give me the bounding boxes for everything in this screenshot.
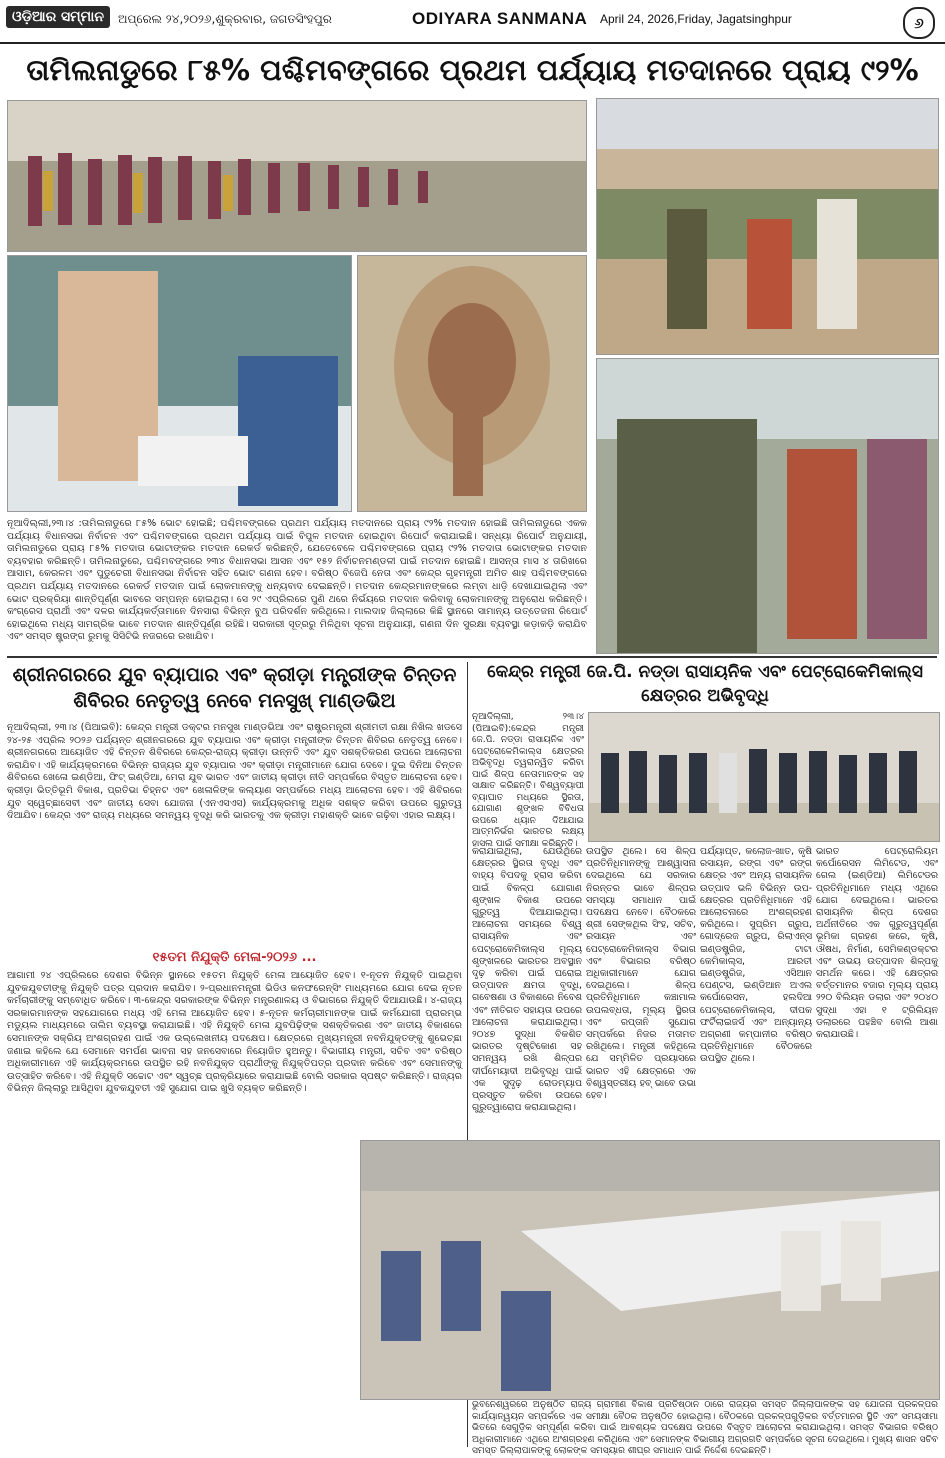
voters-queue-image [8,101,586,251]
inked-finger-voter-image [358,256,586,511]
polling-booth-photo [7,255,352,512]
odia-date: ଅପ୍ରେଲ ୨୪,୨୦୨୬,ଶୁକ୍ରବାର, ଜଗତସିଂହପୁର [118,12,332,26]
soldier-helping-voter-image [597,99,938,354]
polling-booth-image [8,256,351,511]
right-col-3: ପର୍ଯ୍ୟାପ୍ତ, କଲୋଜ-ଖାତ, କୃଷି ରସାୟନ, ରଙ୍ଗ ଏବଂ ରଙ୍ଗ କ୍ଷେତ୍ର ଏବଂ ଅନ୍ୟ ରାସାୟନିକ ଉତ୍ପାଦ ଭଳି ବିଭିନ୍ନ ଉପ-କ୍ଷେତ୍ରର ପ୍ରତିନିଧିମାନେ ଏହି ଆଲୋଚନାରେ ଅଂଶଗ୍ରହଣ କରିଥିଲେ। ସୁପ୍ରିମ ଗ୍ରୁପ, ଗୋଦ୍ରେଜ ଗ୍ରୁପ, ରିଲାଏନ୍ସ ଇଣ୍ଡଷ୍ଟ୍ରିଜ, ଟାଟା କେମିକାଲ୍ସ, ଆରତୀ ଇଣ୍ଡଷ୍ଟ୍ରିଜ, ଏସିଆନ ପେଣ୍ଟସ, ଇଣ୍ଡିଆନ ଅଏଲ କର୍ପୋରେସନ, ହଲଦିଆ ପେଟ୍ରୋକେମିକାଲ୍ସ, ଦୀପକ ଫର୍ଟିଲାଇଜର୍ସ ଏବଂ ଅନ୍ୟାନ୍ୟ ଅଗ୍ରଣୀ କମ୍ପାନୀର ବରିଷ୍ଠ ପ୍ରତିନିଧିମାନେ ବୈଠକରେ ଉପସ୍ଥିତ ଥିଲେ। [700,846,812,1065]
divider-line [7,656,937,658]
review-meeting-photo [360,1140,940,1400]
review-meeting-image [361,1141,939,1399]
left-subheadline: ୧୫ତମ ନିଯୁକ୍ତି ମେଳା-୨୦୨୬ ... [152,950,317,965]
left-story-headline: ଶ୍ରୀନଗରରେ ଯୁବ ବ୍ୟାପାର ଏବଂ କ୍ରୀଡ଼ା ମନ୍ତ୍ରୀଙ୍କ ଚିନ୍ତନ ଶିବିରର ନେତୃତ୍ୱ ନେବେ ମନସୁଖ୍ ମାଣ୍ଡଭିଅ [12,664,457,712]
soldier-directing-voters-image [597,359,938,653]
review-meeting-caption: ଭୁବନେଶ୍ୱରରେ ଅନୁଷ୍ଠିତ ରାଜ୍ୟ ଗ୍ରାମୀଣ ବିକାଶ ପ୍ରତିଷ୍ଠାନ ଠାରେ ରାଜ୍ୟର ସମସ୍ତ ଜିଲ୍ଲାପାଳଙ୍କ ସହ ଯୋଜନା ପ୍ରକଳ୍ପର କାର୍ଯ୍ୟାନ୍ୱୟନ ସମ୍ପର୍କରେ ଏକ ସମୀକ୍ଷା ବୈଠକ ଅନୁଷ୍ଠିତ ହୋଇଥିଲା। ବୈଠକରେ ପ୍ରକଳ୍ପଗୁଡ଼ିକର ବର୍ତ୍ତମାନର ସ୍ଥିତି ଏବଂ ସମୟସୀମା ଭିତରେ ସେଗୁଡ଼ିକ ସମ୍ପୂର୍ଣ୍ଣ କରିବା ପାଇଁ ଆବଶ୍ୟକ ପଦକ୍ଷେପ ଉପରେ ବିସ୍ତୃତ ଆଲୋଚନା କରାଯାଇଥିଲା। ସମସ୍ତ ବିଭାଗର ବରିଷ୍ଠ ଅଧିକାରୀମାନେ ଏଥିରେ ଅଂଶଗ୍ରହଣ କରିଥିଲେ ଏବଂ ସେମାନଙ୍କ ବିଭାଗୀୟ ଅଗ୍ରଗତି ସମ୍ପର୍କରେ ସୂଚନା ଦେଇଥିଲେ। ମୁଖ୍ୟ ଶାସନ ସଚିବ ସମସ୍ତ ଜିଲ୍ଲାପାଳଙ୍କୁ ଲୋକଙ୍କ ସମସ୍ୟାର ଶୀଘ୍ର ସମାଧାନ ପାଇଁ ନିର୍ଦ୍ଦେଶ ଦେଇଛନ୍ତି। [472,1400,938,1456]
newspaper-logo: ଓଡ଼ିଆର ସମ୍ମାନ [6,6,110,28]
right-col-1: କରାଯାଇଥିଲା, ଯେଉଁଥିରେ କ୍ଷେତ୍ରର ସ୍ଥିରତା ବୃଦ୍ଧି ଏବଂ ବାହ୍ୟ ବିପଦକୁ ହ୍ରାସ କରିବା ପାଇଁ ବିକଳ୍ପ ଯୋଗାଣ ଶୃଙ୍ଖଳ ବିକାଶ ଉପରେ ଗୁରୁତ୍ୱ ଦିଆଯାଇଥିଲା। ଆଲୋଚନା ସମୟରେ ବିଶ୍ୱ ରାସାୟନିକ ଏବଂ ପେଟ୍ରୋକେମିକାଲ୍ସ ମୂଲ୍ୟ ଶୃଙ୍ଖଳରେ ଭାରତର ଅବସ୍ଥାନ ଦୃଢ଼ କରିବା ପାଇଁ ଘରୋଇ ଉତ୍ପାଦନ କ୍ଷମତା ବୃଦ୍ଧି, ଗବେଷଣା ଓ ବିକାଶରେ ନିବେଶ ଏବଂ ନୀତିଗତ ସହାୟତା ଉପରେ ଆଲୋଚନା କରାଯାଇଥିଲା। ୨୦୪୭ ସୁଦ୍ଧା ବିକଶିତ ଭାରତର ଦୃଷ୍ଟିକୋଣ ସହ ସମନ୍ୱୟ ରଖି ଶିଳ୍ପର ଦୀର୍ଘମେୟାଦୀ ଅଭିବୃଦ୍ଧି ପାଇଁ ଏକ ସୁଦୃଢ଼ ରୋଡମ୍ୟାପ ପ୍ରସ୍ତୁତ କରିବା ଉପରେ ଗୁରୁତ୍ୱାରୋପ କରାଯାଇଥିଲା। [472,846,582,1114]
meeting-group-image [589,713,939,841]
voters-queue-photo [7,100,587,252]
right-story-intro: ନୂଆଦିଲ୍ଲୀ, ୨୩।୪ (ପିଆଇବି):କେନ୍ଦ୍ର ମନ୍ତ୍ରୀ ଜେ.ପି. ନଡ୍ଡା ରାସାୟନିକ ଏବଂ ପେଟ୍ରୋକେମିକାଲ୍ସ କ୍ଷେତ୍ରର ଅଭିବୃଦ୍ଧି ତ୍ୱରାନ୍ୱିତ କରିବା ପାଇଁ ଶିଳ୍ପ ନେତାମାନଙ୍କ ସହ ସାକ୍ଷାତ କରିଛନ୍ତି। ବିଶ୍ୱବ୍ୟାପୀ ବ୍ୟାଘାତ ମଧ୍ୟରେ ସ୍ଥିରତା, ଯୋଗାଣ ଶୃଙ୍ଖଳ ବିବିଧତା ଉପରେ ଧ୍ୟାନ ଦିଆଯାଇ ଆତ୍ମନିର୍ଭର ଭାରତର ଲକ୍ଷ୍ୟ ହାସଲ ପାଇଁ ସମୀକ୍ଷା କରିଛନ୍ତି। [472,712,584,849]
left-sub-body: ଆଗାମୀ ୨୪ ଏପ୍ରିଲରେ ଦେଶର ବିଭିନ୍ନ ସ୍ଥାନରେ ୧୫ତମ ନିଯୁକ୍ତି ମେଳା ଆୟୋଜିତ ହେବ। ୧-ନୂତନ ନିଯୁକ୍ତି ପାଇଥିବା ଯୁବକଯୁବତୀଙ୍କୁ ନିଯୁକ୍ତି ପତ୍ର ପ୍ରଦାନ କରାଯିବ। ୨-ପ୍ରଧାନମନ୍ତ୍ରୀ ଭିଡିଓ କନଫରେନ୍ସିଂ ମାଧ୍ୟମରେ ଯୋଗ ଦେଇ ନୂତନ କର୍ମଚାରୀଙ୍କୁ ସମ୍ବୋଧିତ କରିବେ। ୩-କେନ୍ଦ୍ର ସରକାରଙ୍କ ବିଭିନ୍ନ ମନ୍ତ୍ରଣାଳୟ ଓ ବିଭାଗରେ ନିଯୁକ୍ତି ଦିଆଯାଉଛି। ୪-ରାଜ୍ୟ ସରକାରମାନଙ୍କ ସହଯୋଗରେ ମଧ୍ୟ ଏହି ମେଳା ଆୟୋଜିତ ହେବ। ୫-ନୂତନ କର୍ମଚାରୀମାନଙ୍କ ପାଇଁ କର୍ମଯୋଗୀ ପ୍ରାରମ୍ଭ ମଡ୍ୟୁଲ ମାଧ୍ୟମରେ ତାଲିମ ବ୍ୟବସ୍ଥା କରାଯାଇଛି। ଏହି ନିଯୁକ୍ତି ମେଳା ଯୁବପିଢ଼ିଙ୍କ ସଶକ୍ତିକରଣ ଏବଂ ଜାତୀୟ ବିକାଶରେ ସେମାନଙ୍କ ସକ୍ରିୟ ଅଂଶଗ୍ରହଣ ପାଇଁ ଏକ ଉଲ୍ଲେଖନୀୟ ପଦକ୍ଷେପ। କ୍ଷେତ୍ରରେ ମୁଖ୍ୟମନ୍ତ୍ରୀ ନବନିଯୁକ୍ତଙ୍କୁ ଶୁଭେଚ୍ଛା ଜଣାଇ କହିଲେ ଯେ ସେମାନେ ସମର୍ପଣ ଭାବନା ସହ ଜନସେବାରେ ନିୟୋଜିତ ହୁଅନ୍ତୁ। ବିଭାଗୀୟ ମନ୍ତ୍ରୀ, ସଚିବ ଏବଂ ବରିଷ୍ଠ ଅଧିକାରୀମାନେ ଏହି କାର୍ଯ୍ୟକ୍ରମରେ ଉପସ୍ଥିତ ରହି ନବନିଯୁକ୍ତ ପ୍ରାର୍ଥୀଙ୍କୁ ନିଯୁକ୍ତିପତ୍ର ପ୍ରଦାନ କରିବେ ଏବଂ ସେମାନଙ୍କୁ ଉତ୍ସାହିତ କରିବେ। ଏହି ନିଯୁକ୍ତି ସଚ୍ଚୋଟ ଏବଂ ସ୍ୱଚ୍ଛ ପ୍ରକ୍ରିୟାରେ କରାଯାଇଛି ବୋଲି ସରକାର ସ୍ପଷ୍ଟ କରିଛନ୍ତି। ରାଜ୍ୟର ବିଭିନ୍ନ ଜିଲ୍ଲାରୁ ଆସିଥିବା ଯୁବକଯୁବତୀ ଏହି ସୁଯୋଗ ପାଇ ଖୁସି ବ୍ୟକ୍ତ କରିଛନ୍ତି। [7,970,462,1095]
lead-story-body: ନୂଆଦିଲ୍ଲୀ,୨୩।୪ :ତାମିଲନାଡୁରେ ୮୫% ଭୋଟ ହୋଇଛି; ପଶ୍ଚିମବଙ୍ଗରେ ପ୍ରଥମ ପର୍ଯ୍ୟାୟ ମତଦାନରେ ପ୍ରାୟ ୯୨% ମତଦାନ ହୋଇଛି ତାମିଲନାଡୁରେ ଏକକ ପର୍ଯ୍ୟାୟ ବିଧାନସଭା ନିର୍ବାଚନ ଏବଂ ପଶ୍ଚିମବଙ୍ଗରେ ପ୍ରଥମ ପର୍ଯ୍ୟାୟ ପାଇଁ ବିପୁଳ ମତଦାନ ହୋଇଥିବା ରିପୋର୍ଟ କରାଯାଇଛି। ସନ୍ଧ୍ୟା ରିପୋର୍ଟ ଅନୁଯାୟୀ, ତାମିଲନାଡୁରେ ପ୍ରାୟ ୮୫% ମତଦାତା ଭୋଟାଙ୍କର ମତଦାନ ରେକର୍ଡ କରିଛନ୍ତି, ଯେତେବେଳେ ପଶ୍ଚିମବଙ୍ଗରେ ପ୍ରାୟ ୯୨% ମତଦାତା ଭୋଟାଙ୍କର ମତଦାନ ବ୍ୟବହାର କରିଛନ୍ତି। ତାମିଲନାଡୁରେ, ପଶ୍ଚିମବଙ୍ଗରେ ୨୩୪ ବିଧାନସଭା ଆସନ ଏବଂ ୧୫୨ ନିର୍ବାଚନମଣ୍ଡଳୀ ପାଇଁ ମତଦାନ ହୋଇଛି। ଆସନ୍ତା ମାସ ୪ ତାରିଖରେ ଆସାମ, କେରଳମ ଏବଂ ପୁଡୁଚେରୀ ବିଧାନସଭା ନିର୍ବାଚନ ସହିତ ଭୋଟ ଗଣନା ହେବ। ବରିଷ୍ଠ ବିଜେପି ନେତା ଏବଂ କେନ୍ଦ୍ର ଗୃହମନ୍ତ୍ରୀ ଅମିତ ଶାହ ପଶ୍ଚିମବଙ୍ଗରେ ପ୍ରଥମ ପର୍ଯ୍ୟାୟ ମତଦାନରେ ରେକର୍ଡ ମତଦାନ ପାଇଁ ଲୋକମାନଙ୍କୁ ଧନ୍ୟବାଦ ଦେଇଛନ୍ତି। ମତଦାନ କେନ୍ଦ୍ରମାନଙ୍କରେ ଲମ୍ବା ଧାଡ଼ି ଦେଖାଯାଇଥିଲା ଏବଂ ଭୋଟ ପ୍ରକ୍ରିୟା ଶାନ୍ତିପୂର୍ଣ୍ଣ ଭାବରେ ସମ୍ପନ୍ନ ହୋଇଥିଲା। ସେ ୨୯ ଏପ୍ରିଲରେ ପୁଣି ଥରେ ନିର୍ଭୟରେ ମତଦାନ କରିବାକୁ ଲୋକମାନଙ୍କୁ ଅନୁରୋଧ କରିଛନ୍ତି। କଂଗ୍ରେସ ପ୍ରାର୍ଥୀ ଏବଂ ଦଳର କାର୍ଯ୍ୟକର୍ତ୍ତାମାନେ ଦିନସାରା ବିଭିନ୍ନ ବୁଥ ପରିଦର୍ଶନ କରିଥିଲେ। ମାଲଦାହ ଜିଲ୍ଲାରେ କିଛି ସ୍ଥାନରେ ସାମାନ୍ୟ ଉତ୍ତେଜନା ରିପୋର୍ଟ ହୋଇଥିଲେ ମଧ୍ୟ ସାମଗ୍ରିକ ଭାବେ ମତଦାନ ଶାନ୍ତିପୂର୍ଣ୍ଣ ରହିଛି। ସରକାରୀ ସୂତ୍ରରୁ ମିଳିଥିବା ସୂଚନା ଅନୁଯାୟୀ, ଗଣନା ଦିନ ସୁରକ୍ଷା ବ୍ୟବସ୍ଥା କଡ଼ାକଡ଼ି କରାଯିବ ଏବଂ ସମସ୍ତ ଷ୍ଟ୍ରଙ୍ଗ ରୁମକୁ ସିସିଟିଭି ନଜରରେ ରଖାଯିବ। [7,518,587,643]
inked-finger-voter-photo [357,255,587,512]
lead-headline: ତାମିଲନାଡୁରେ ୮୫% ପଶ୍ଚିମବଙ୍ଗରେ ପ୍ରଥମ ପର୍ଯ୍ୟାୟ ମତଦାନରେ ପ୍ରାୟ ୯୨% [26,53,919,87]
right-col-4: ଭାରତ ପେଟ୍ରୋଲିୟମ କର୍ପୋରେସନ ଲିମିଟେଡ, ଏବଂ ଗେଲ (ଇଣ୍ଡିଆ) ଲିମିଟେଡର ପ୍ରତିନିଧିମାନେ ମଧ୍ୟ ଏଥିରେ ଯୋଗ ଦେଇଥିଲେ। ଭାରତର ରାସାୟନିକ ଶିଳ୍ପ ଦେଶର ଅର୍ଥନୀତିରେ ଏକ ଗୁରୁତ୍ୱପୂର୍ଣ୍ଣ ଭୂମିକା ଗ୍ରହଣ କରେ, କୃଷି, ଔଷଧ, ନିର୍ମାଣ, ସେମିକଣ୍ଡକ୍ଟର ଏବଂ ଉଭୟ ଉତ୍ପାଦନ ଶିଳ୍ପକୁ ସମର୍ଥନ କରେ। ଏହି କ୍ଷେତ୍ରର ବର୍ତ୍ତମାନର ବଜାର ମୂଲ୍ୟ ପ୍ରାୟ ୨୨୦ ବିଲିୟନ ଡଲାର ଏବଂ ୨୦୪୦ ସୁଦ୍ଧା ଏହା ୧ ଟ୍ରିଲିୟନ ଡଲାରରେ ପହଞ୍ଚିବ ବୋଲି ଆଶା କରାଯାଉଛି। [816,846,938,1041]
paper-name: ODIYARA SANMANA [412,9,588,28]
english-date: April 24, 2026,Friday, Jagatsinghpur [600,12,792,26]
soldier-directing-voters-photo [596,358,939,654]
right-col-2: ଉପସ୍ଥିତ ଥିଲେ। ସେ ଶିଳ୍ପ ପ୍ରତିନିଧିମାନଙ୍କୁ ଆଶ୍ୱାସନା ଦେଇଥିଲେ ଯେ ସରକାର ନିରନ୍ତର ଭାବେ ଶିଳ୍ପର ସମସ୍ୟା ସମାଧାନ ପାଇଁ ପଦକ୍ଷେପ ନେବେ। ବୈଠକରେ ଶ୍ରୀ ସେଙ୍କଥିଲ ସିଂହ, ସଚିବ, ରସାୟନ ଏବଂ ପେଟ୍ରୋକେମିକାଲ୍ସ ବିଭାଗ ଏବଂ ବିଭାଗର ବରିଷ୍ଠ ଅଧିକାରୀମାନେ ଯୋଗ ଦେଇଥିଲେ। ଶିଳ୍ପ ପ୍ରତିନିଧିମାନେ କଞ୍ଚାମାଲ ଉପଲବ୍ଧତା, ମୂଲ୍ୟ ସ୍ଥିରତା ଏବଂ ରପ୍ତାନି ସୁଯୋଗ ସମ୍ପର୍କରେ ନିଜର ମତାମତ ରଖିଥିଲେ। ମନ୍ତ୍ରୀ କହିଥିଲେ ଯେ ସମ୍ମିଳିତ ପ୍ରୟାସରେ ଭାରତ ଏହି କ୍ଷେତ୍ରରେ ଏକ ବିଶ୍ୱସ୍ତରୀୟ ହବ୍ ଭାବେ ଉଭା ହେବ। [586,846,696,1102]
left-story-body: ନୂଆଦିଲ୍ଲୀ, ୨୩।୪ (ପିଆଇବି): କେନ୍ଦ୍ର ମନ୍ତ୍ରୀ ଡକ୍ଟର ମନସୁଖ ମାଣ୍ଡଭିଆ ଏବଂ ରାଷ୍ଟ୍ରମନ୍ତ୍ରୀ ଶ୍ରୀମତୀ ରକ୍ଷା ନିଖିଲ ଖଡସେ ୨୪-୨୫ ଏପ୍ରିଲ ୨୦୨୬ ପର୍ଯ୍ୟନ୍ତ ଶ୍ରୀନଗରରେ ଯୁବ ବ୍ୟାପାର ଏବଂ କ୍ରୀଡ଼ା ମନ୍ତ୍ରୀଙ୍କ ଚିନ୍ତନ ଶିବିରର ନେତୃତ୍ୱ ନେବେ। ଶ୍ରୀନଗରରେ ଆୟୋଜିତ ଏହି ଚିନ୍ତନ ଶିବିରରେ କେନ୍ଦ୍ର-ରାଜ୍ୟ କ୍ରୀଡ଼ା ଉନ୍ନତି ଏବଂ ଯୁବ ସଶକ୍ତିକରଣ ଉପରେ ଆଲୋଚନା କରାଯିବ। ଏହି କାର୍ଯ୍ୟକ୍ରମରେ ବିଭିନ୍ନ ରାଜ୍ୟର ଯୁବ ବ୍ୟାପାର ଏବଂ କ୍ରୀଡ଼ା ମନ୍ତ୍ରୀମାନେ ଯୋଗ ଦେବେ। ଦୁଇ ଦିନିଆ ଚିନ୍ତନ ଶିବିରରେ ଖେଳୋ ଇଣ୍ଡିଆ, ଫିଟ୍ ଇଣ୍ଡିଆ, ମେରା ଯୁବ ଭାରତ ଏବଂ ଜାତୀୟ କ୍ରୀଡ଼ା ନୀତି ସମ୍ପର୍କରେ ବିସ୍ତୃତ ଆଲୋଚନା ହେବ। କ୍ରୀଡ଼ା ଭିତ୍ତିଭୂମି ବିକାଶ, ପ୍ରତିଭା ଚିହ୍ନଟ ଏବଂ ଖେଳାଳିଙ୍କ କଲ୍ୟାଣ ସମ୍ପର୍କରେ ମଧ୍ୟ ଆଲୋଚନା ହେବ। ଏହି ଶିବିରରେ ଯୁବ ସ୍ୱେଚ୍ଛାସେବୀ ଏବଂ ଜାତୀୟ ସେବା ଯୋଜନା (ଏନଏସଏସ) କାର୍ଯ୍ୟକ୍ରମକୁ ଅଧିକ ସଶକ୍ତ କରିବା ଉପରେ ଗୁରୁତ୍ୱ ଦିଆଯିବ। କେନ୍ଦ୍ର ଏବଂ ରାଜ୍ୟ ମଧ୍ୟରେ ସମନ୍ୱୟ ବୃଦ୍ଧି କରି ଭାରତକୁ ଏକ କ୍ରୀଡ଼ା ମହାଶକ୍ତି ଭାବେ ଗଢ଼ିବା ଏହାର ଲକ୍ଷ୍ୟ। [7,722,462,822]
soldier-helping-voter-photo [596,98,939,355]
meeting-group-photo [588,712,940,842]
right-story-headline: କେନ୍ଦ୍ର ମନ୍ତ୍ରୀ ଜେ.ପି. ନଡ୍ଡା ରାସାୟନିକ ଏବଂ ପେଟ୍ରୋକେମିକାଲ୍ସ କ୍ଷେତ୍ରର ଅଭିବୃଦ୍ଧି [487,662,923,706]
page-number: ୬ [903,7,935,39]
